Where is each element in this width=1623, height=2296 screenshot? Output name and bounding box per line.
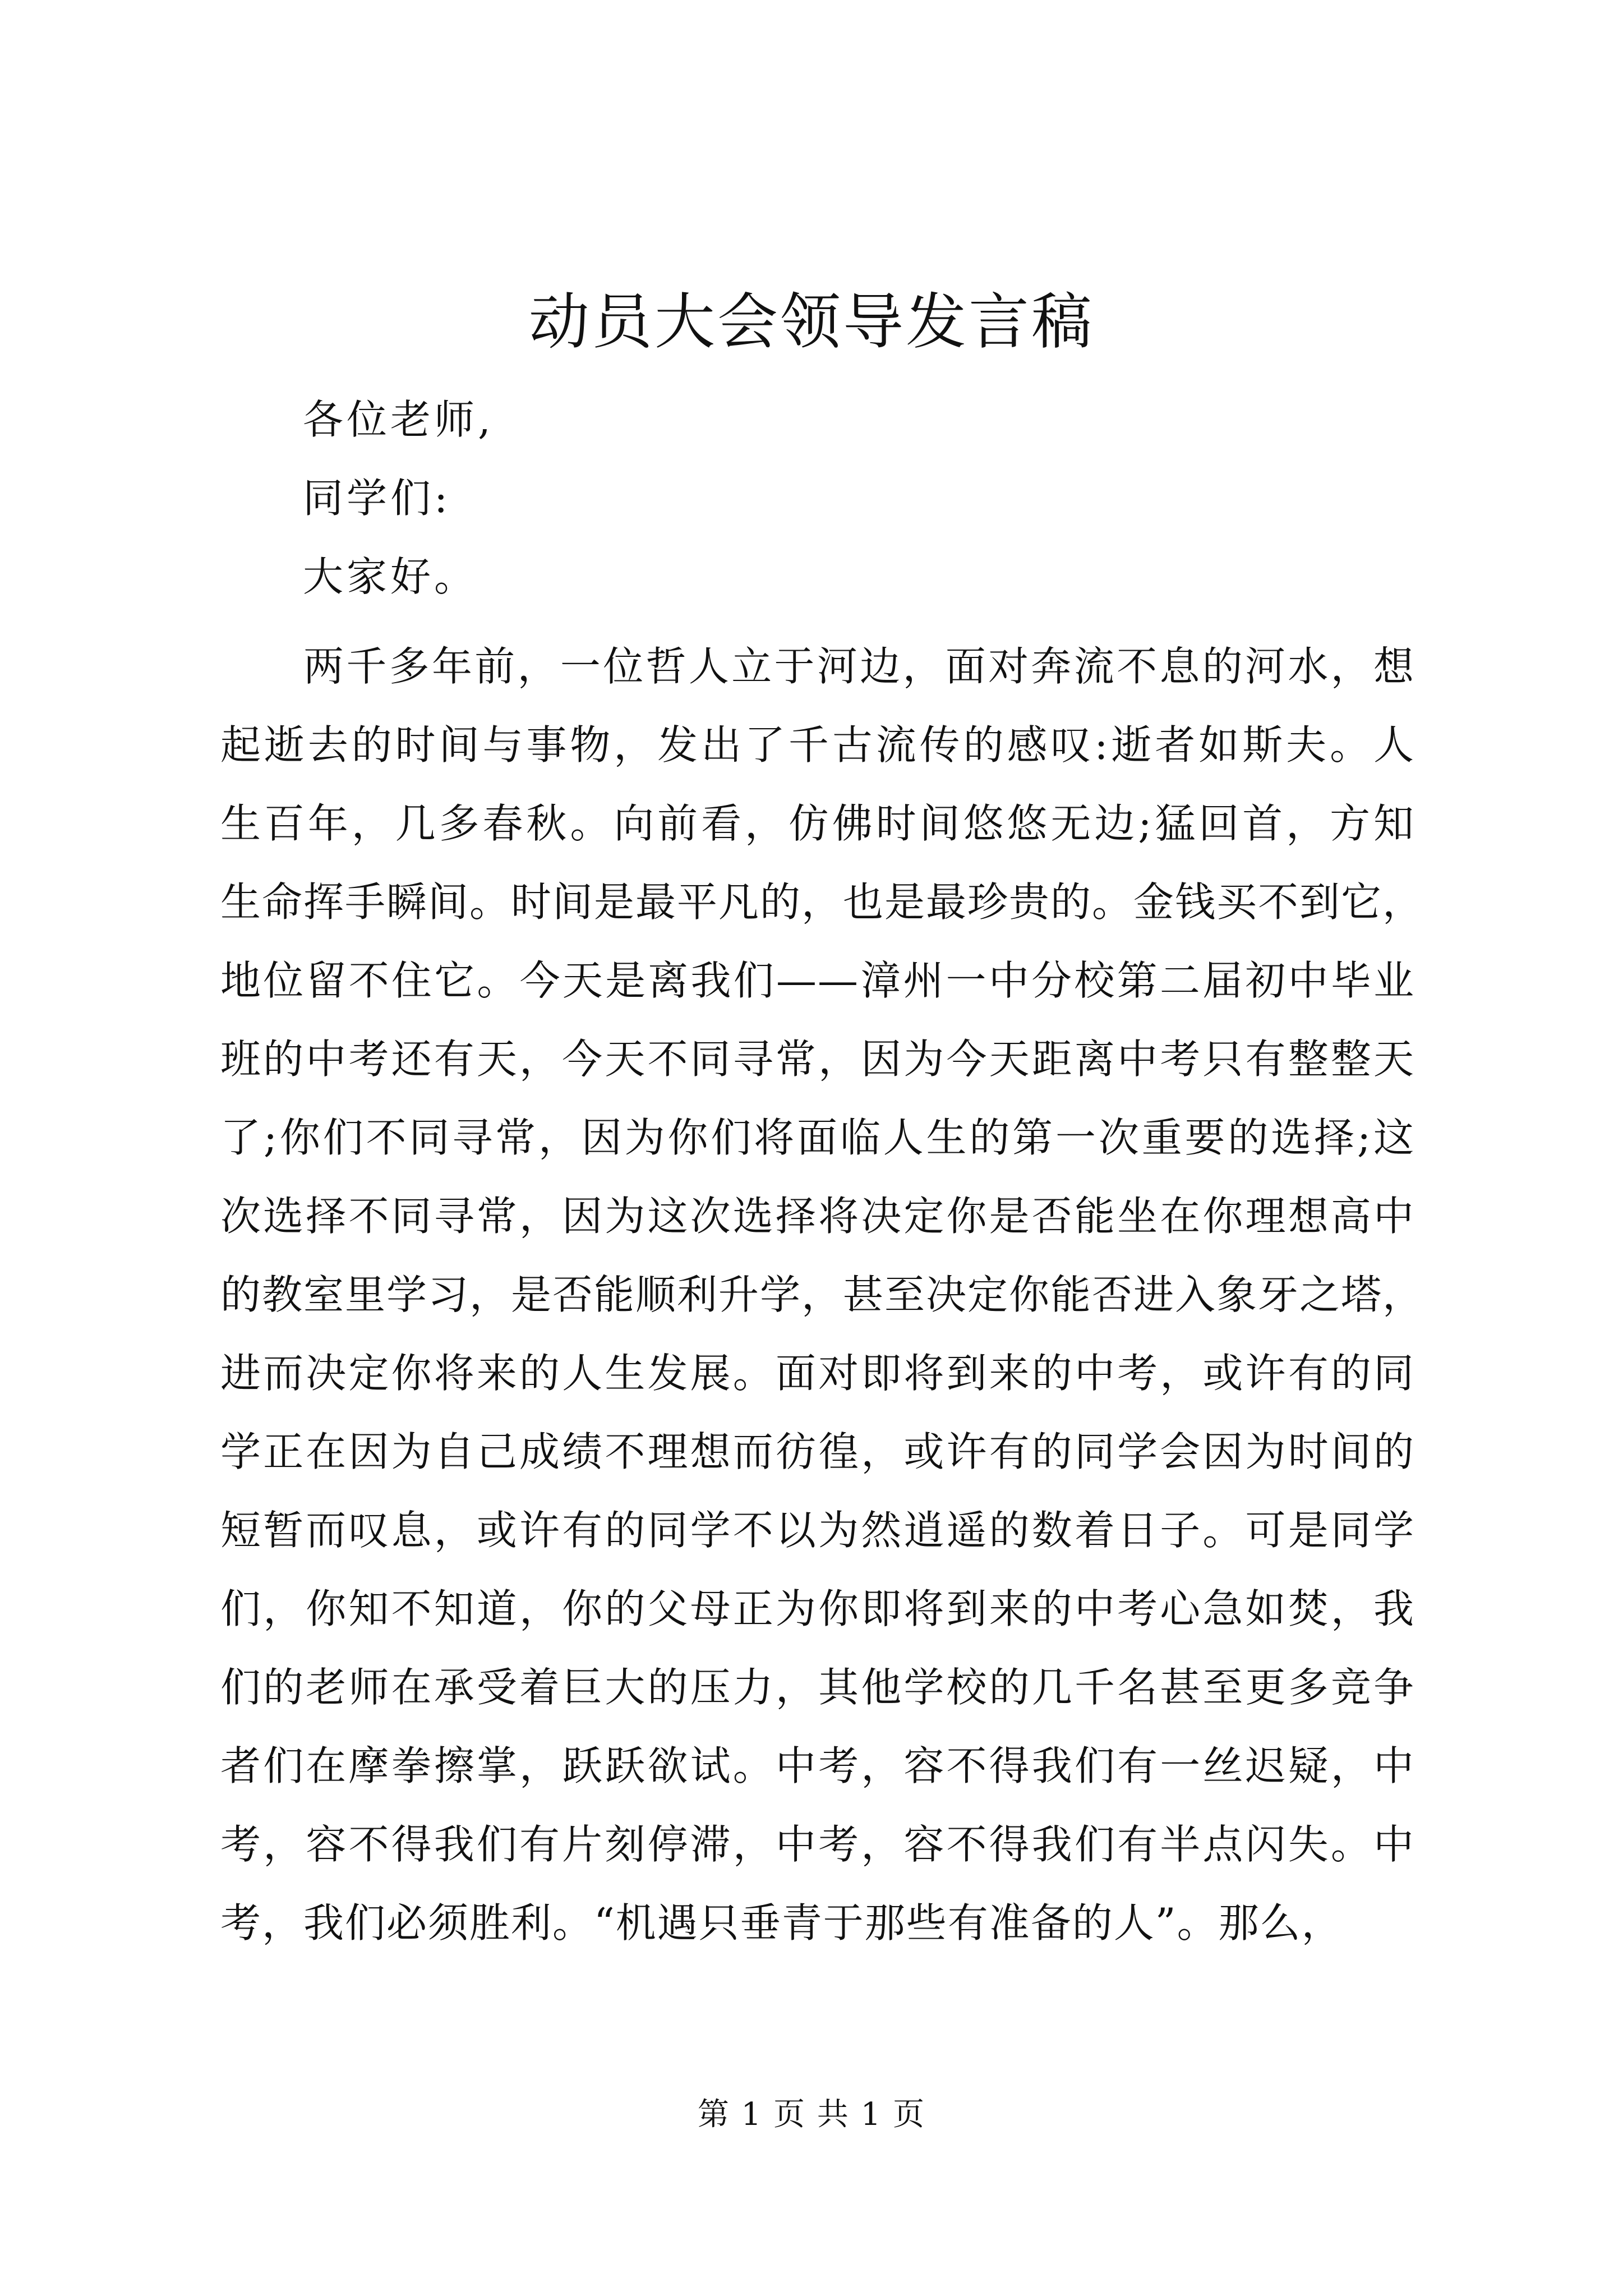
body-line: 起逝去的时间与事物，发出了千古流传的感叹:逝者如斯夫。人: [220, 721, 1415, 769]
body-line: 考，容不得我们有片刻停滞，中考，容不得我们有半点闪失。中: [220, 1821, 1415, 1868]
body-line: 学正在因为自己成绩不理想而彷徨，或许有的同学会因为时间的: [220, 1428, 1415, 1475]
body-line: 们，你知不知道，你的父母正为你即将到来的中考心急如焚，我: [220, 1585, 1415, 1632]
body-line: 班的中考还有天，今天不同寻常，因为今天距离中考只有整整天: [220, 1036, 1415, 1083]
body-line: 地位留不住它。今天是离我们——漳州一中分校第二届初中毕业: [220, 957, 1415, 1004]
body-paragraph: [220, 627, 1424, 1962]
page-footer: 第 1 页 共 1 页: [697, 2096, 926, 2133]
body-line: 们的老师在承受着巨大的压力，其他学校的几千名甚至更多竞争: [220, 1664, 1415, 1711]
body-line: 考，我们必须胜利。“机遇只垂青于那些有准备的人”。那么，: [220, 1899, 1343, 1947]
body-line: 的教室里学习，是否能顺利升学，甚至决定你能否进入象牙之塔，: [220, 1271, 1424, 1318]
salutation-teachers: 各位老师,: [303, 396, 494, 443]
body-line: 进而决定你将来的人生发展。面对即将到来的中考，或许有的同: [220, 1350, 1415, 1397]
salutation-students: 同学们:: [303, 475, 451, 522]
document-title: 动员大会领导发言稿: [528, 287, 1094, 357]
salutation-greeting: 大家好。: [303, 553, 478, 600]
body-line: 短暂而叹息，或许有的同学不以为然逍遥的数着日子。可是同学: [220, 1507, 1415, 1554]
body-line: 生百年，几多春秋。向前看，仿佛时间悠悠无边;猛回首，方知: [220, 800, 1415, 847]
body-line: 者们在摩拳擦掌，跃跃欲试。中考，容不得我们有一丝迟疑，中: [220, 1742, 1415, 1789]
body-line: 了;你们不同寻常，因为你们将面临人生的第一次重要的选择;这: [220, 1114, 1415, 1161]
body-line: 次选择不同寻常，因为这次选择将决定你是否能坐在你理想高中: [220, 1193, 1415, 1240]
body-line: 生命挥手瞬间。时间是最平凡的，也是最珍贵的。金钱买不到它，: [220, 878, 1424, 926]
body-line: 两千多年前，一位哲人立于河边，面对奔流不息的河水，想: [303, 643, 1415, 690]
